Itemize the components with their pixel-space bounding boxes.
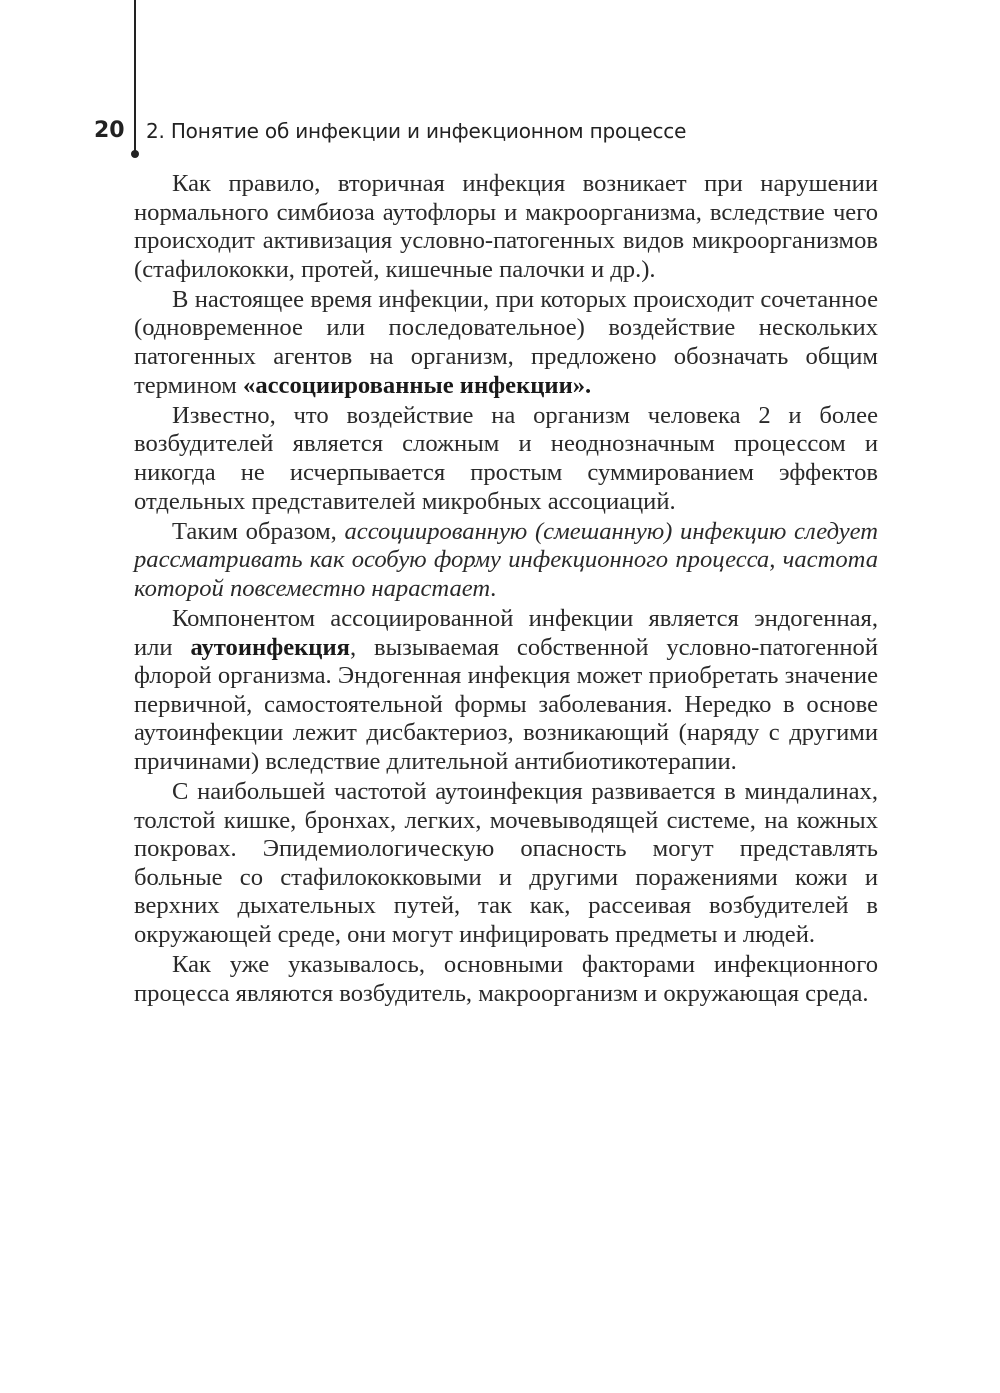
margin-rule [134,0,136,152]
paragraph-5-text: Компонентом ассоциированной инфекции является эндогенная, или [134,604,878,661]
paragraph-1: Как правило, вторичная инфекция возникает при нарушении нормального симбиоза аутофлоры и макроорганизма, вследствие чего происходит активизация условно-патогенных видов микроорганизмов (стафилококки, протей, кишечные палочки и др.). [134,170,878,283]
paragraph-7: Как уже указывалось, основными факторами инфекционного процесса являются возбудитель, макроорганизм и окружающая среда. [134,951,878,1007]
paragraph-2-text: В настоящее время инфекции, при которых происходит сочетанное (одновременное или последовательное) воздействие нескольких патогенных агентов на организм, предложено обозначать общим термином [134,285,878,399]
paragraph-2 [134,286,878,400]
paragraph-4-tail: . [490,574,497,602]
paragraph-4-text: Таким образом, [172,517,345,545]
paragraph-3: Известно, что воздействие на организм человека 2 и более возбудителей является сложным и неоднозначным процессом и никогда не исчерпывается простым суммированием эффектов отдельных представителей микробных ассоциаций. [134,401,878,515]
page-number: 20 [94,118,125,143]
running-title: 2. Понятие об инфекции и инфекционном процессе [146,119,687,143]
paragraph-5-tail: , вызываемая собственной условно-патогенной флорой организма. Эндогенная инфекция может приобретать значение первичной, самостоятельной формы заболевания. Нередко в основе аутоинфекции лежит дисбактериоз, возникающий (наряду с другими причинами) вследствие длительной антибиотикотерапии. [134,633,878,775]
paragraph-4 [134,518,878,604]
body-text [134,170,878,1010]
emphasis-mixed-infection: ассоциированную (смешанную) инфекцию следует рассматривать как особую форму инфекционного процесса, частота которой повсеместно нарастает [134,517,878,602]
term-associated-infections: «ассоциированные инфекции». [243,371,592,399]
margin-rule-dot [131,150,139,158]
paragraph-5 [134,605,878,777]
term-autoinfection: аутоинфекция [190,633,350,661]
paragraph-6: С наибольшей частотой аутоинфекция развивается в миндалинах, толстой кишке, бронхах, легких, мочевыводящей системе, на кожных покровах. Эпидемиологическую опасность могут представлять больные со стафилококковыми и другими поражениями кожи и верхних дыхательных путей, так как, рассеивая возбудителей в окружающей среде, они могут инфицировать предметы и людей. [134,777,878,948]
